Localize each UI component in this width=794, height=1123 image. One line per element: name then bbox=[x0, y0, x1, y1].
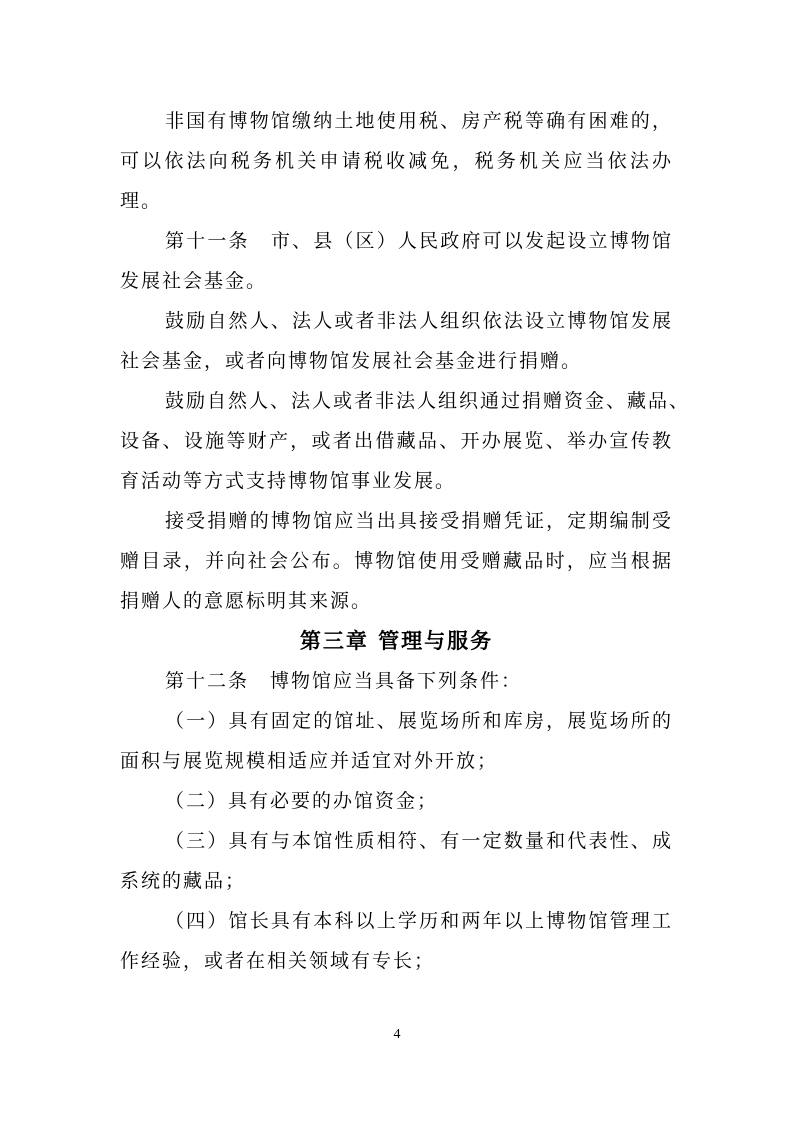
body-text-line: 捐赠人的意愿标明其来源。 bbox=[120, 590, 373, 612]
body-text-line: 第十一条 市、县（区）人民政府可以发起设立博物馆 bbox=[165, 230, 673, 252]
body-text-line: 可以依法向税务机关申请税收减免，税务机关应当依法办 bbox=[120, 150, 673, 172]
page-number: 4 bbox=[393, 1027, 401, 1042]
body-text-line: （二）具有必要的办馆资金； bbox=[165, 790, 439, 812]
body-text-line: 理。 bbox=[120, 190, 163, 212]
body-text-line: 第十二条 博物馆应当具备下列条件： bbox=[165, 670, 523, 692]
body-text-line: 接受捐赠的博物馆应当出具接受捐赠凭证，定期编制受 bbox=[165, 510, 673, 532]
body-text-line: （一）具有固定的馆址、展览场所和库房，展览场所的 bbox=[165, 710, 673, 732]
body-text-line: 社会基金，或者向博物馆发展社会基金进行捐赠。 bbox=[120, 350, 583, 372]
body-text-line: 非国有博物馆缴纳土地使用税、房产税等确有困难的， bbox=[165, 110, 673, 132]
document-body bbox=[120, 101, 691, 981]
body-text-line: （三）具有与本馆性质相符、有一定数量和代表性、成 bbox=[165, 830, 673, 852]
body-text-line: 鼓励自然人、法人或者非法人组织通过捐赠资金、藏品、 bbox=[165, 390, 691, 412]
body-text-line: 面积与展览规模相适应并适宜对外开放； bbox=[120, 750, 499, 772]
body-text-line: （四）馆长具有本科以上学历和两年以上博物馆管理工 bbox=[165, 910, 673, 932]
body-text-line: 育活动等方式支持博物馆事业发展。 bbox=[120, 470, 457, 492]
chapter-heading: 第三章 管理与服务 bbox=[299, 629, 494, 653]
body-text-line: 发展社会基金。 bbox=[120, 270, 268, 292]
body-text-line: 赠目录，并向社会公布。博物馆使用受赠藏品时，应当根据 bbox=[120, 550, 673, 572]
body-text-line: 设备、设施等财产，或者出借藏品、开办展览、举办宣传教 bbox=[120, 430, 673, 452]
body-text-line: 鼓励自然人、法人或者非法人组织依法设立博物馆发展 bbox=[165, 310, 673, 332]
body-text-line: 系统的藏品； bbox=[120, 870, 247, 892]
body-text-line: 作经验，或者在相关领域有专长； bbox=[120, 950, 436, 972]
